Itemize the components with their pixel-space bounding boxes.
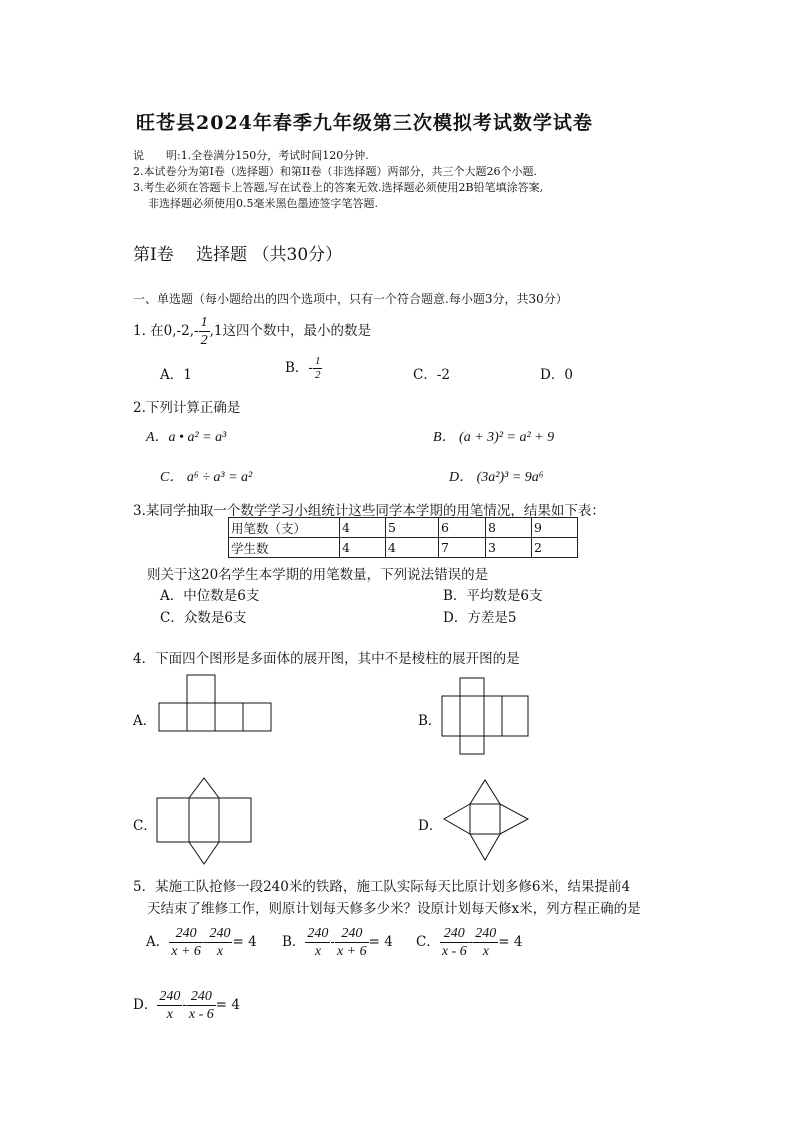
section-heading: 第Ⅰ卷 选择题 （共30分）	[133, 245, 343, 265]
frac-den: x	[482, 944, 489, 959]
frac-num: 240	[475, 926, 497, 941]
q5-a-frac-1	[169, 925, 203, 960]
q1-stem-post: ,1这四个数中，最小的数是	[209, 323, 371, 339]
q5-d-frac-2	[187, 988, 216, 1023]
q2-option-a: A．a • a² = a³	[146, 430, 227, 445]
table-cell: 9	[532, 518, 578, 538]
frac-num: 240	[307, 926, 329, 941]
pen-count-table	[228, 517, 578, 558]
frac-num: 240	[440, 925, 469, 943]
q2-option-c: C． a⁶ ÷ a³ = a²	[160, 470, 253, 485]
table-cell: 8	[486, 518, 532, 538]
q2-option-b: B． (a + 3)² = a² + 9	[433, 430, 555, 445]
q3-option-d: D．方差是5	[443, 610, 517, 626]
q3-option-c: C．众数是6支	[160, 610, 247, 626]
q1-b-den: 2	[314, 369, 321, 381]
frac-den: x + 6	[171, 944, 201, 959]
q2-option-d: D． (3a²)³ = 9a⁶	[449, 470, 544, 485]
table-cell: 学生数	[229, 538, 340, 558]
q1-option-a: A．1	[160, 367, 192, 383]
q5-a-label: A．	[146, 934, 170, 950]
q5-b-label: B．	[282, 934, 306, 950]
frac-den: x + 6	[336, 944, 367, 959]
q1-fraction	[199, 314, 210, 349]
note-line-4: 非选择题必须使用0.5毫米黑色墨迹签字笔答题.	[148, 197, 378, 210]
page-title: 旺苍县2024年春季九年级第三次模拟考试数学试卷	[136, 112, 593, 134]
equals-four: = 4	[368, 934, 393, 950]
table-cell: 3	[486, 538, 532, 558]
question-1	[133, 314, 371, 349]
q5-a-frac-2	[207, 925, 232, 960]
q1-option-d: D．0	[540, 367, 573, 383]
q4-net-d-pyramid	[441, 776, 531, 862]
q4-net-a-bottom	[155, 673, 273, 735]
frac-num: 240	[169, 925, 203, 943]
frac-num: 240	[159, 989, 181, 1004]
part-heading: 一、单选题（每小题给出的四个选项中，只有一个符合题意.每小题3分，共30分）	[133, 292, 568, 306]
frac-den: x - 6	[441, 944, 467, 959]
table-cell: 4	[340, 538, 386, 558]
table-cell: 6	[439, 518, 486, 538]
q1-b-label: B．-	[285, 360, 313, 376]
question-2: 2.下列计算正确是	[133, 400, 241, 416]
q4-net-b-prism	[440, 676, 532, 756]
q5-d-label: D．	[133, 997, 158, 1013]
frac-den: x	[216, 944, 224, 959]
frac-den: x	[314, 944, 322, 959]
question-5-line-2: 天结束了维修工作，则原计划每天修多少米？设原计划每天修x米，列方程正确的是	[147, 901, 641, 917]
minus-sign: -	[330, 934, 335, 950]
q1-option-c: C．-2	[413, 367, 450, 383]
q1-frac-den: 2	[200, 333, 208, 348]
minus-sign: -	[202, 934, 208, 950]
q3-question: 则关于这20名学生本学期的用笔数量，下列说法错误的是	[147, 567, 489, 583]
frac-num: 240	[209, 926, 231, 941]
q4-option-a: A．	[133, 713, 157, 729]
q4-net-c-triangular-prism	[155, 776, 253, 866]
q5-option-d	[133, 988, 240, 1023]
table-cell: 5	[386, 518, 439, 538]
table-cell: 4	[340, 518, 386, 538]
frac-num: 240	[335, 925, 369, 943]
minus-sign: -	[182, 997, 187, 1013]
q1-stem-pre: 1. 在0,-2,-	[133, 323, 199, 339]
q4-option-d: D．	[418, 818, 443, 834]
q5-d-frac-1	[157, 988, 182, 1023]
question-3: 3.某同学抽取一个数学学习小组统计这些同学本学期的用笔情况，结果如下表：	[133, 503, 605, 519]
table-cell: 用笔数（支）	[229, 518, 340, 538]
equals-four: = 4	[498, 934, 523, 950]
q5-b-frac-1	[305, 925, 330, 960]
q3-option-b: B．平均数是6支	[443, 588, 543, 604]
q5-c-frac-2	[473, 925, 498, 960]
note-line-1: 说 明:1.全卷满分150分，考试时间120分钟.	[133, 149, 369, 162]
question-4: 4．下面四个图形是多面体的展开图，其中不是棱柱的展开图的是	[133, 651, 520, 667]
q4-option-c: C．	[133, 818, 157, 834]
q5-option-a	[146, 925, 257, 960]
q5-option-b	[282, 925, 393, 960]
frac-den: x	[166, 1007, 173, 1022]
q5-b-frac-2	[335, 925, 369, 960]
frac-den: x - 6	[188, 1007, 214, 1022]
table-cell: 4	[386, 538, 439, 558]
note-line-2: 2.本试卷分为第Ⅰ卷（选择题）和第II卷（非选择题）两部分，共三个大题26个小题.	[133, 165, 538, 178]
minus-sign: -	[468, 934, 474, 950]
note-line-3: 3.考生必须在答题卡上答题,写在试卷上的答案无效.选择题必须使用2B铅笔填涂答案,	[133, 181, 544, 194]
table-row	[229, 538, 578, 558]
question-5-line-1: 5．某施工队抢修一段240米的铁路，施工队实际每天比原计划多修6米，结果提前4	[133, 879, 631, 895]
q5-c-frac-1	[440, 925, 469, 960]
frac-num: 240	[187, 988, 216, 1006]
table-cell: 7	[439, 538, 486, 558]
q3-option-a: A．中位数是6支	[160, 588, 260, 604]
q1-frac-num: 1	[200, 315, 208, 330]
equals-four: = 4	[215, 997, 240, 1013]
q1-b-fraction	[313, 355, 323, 382]
equals-four: = 4	[232, 934, 257, 950]
q5-c-label: C．	[416, 934, 440, 950]
q1-b-num: 1	[314, 355, 321, 367]
q4-option-b: B．	[418, 713, 442, 729]
q1-option-b	[285, 355, 322, 382]
q5-option-c	[416, 925, 523, 960]
table-cell: 2	[532, 538, 578, 558]
table-row	[229, 518, 578, 538]
